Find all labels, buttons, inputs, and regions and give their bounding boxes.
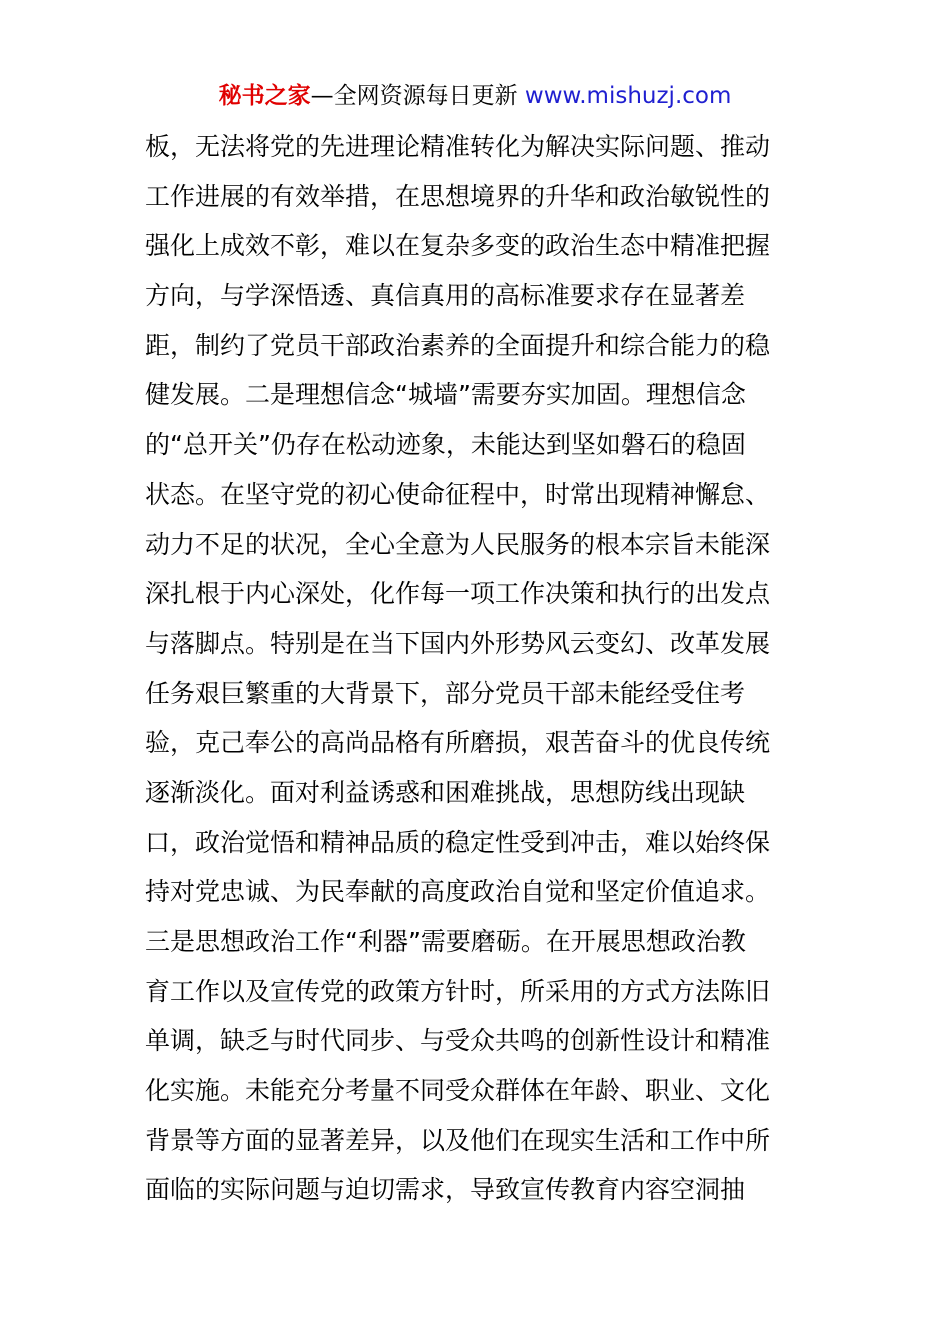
body-line: 与落脚点。特别是在当下国内外形势风云变幻、改革发展 [145, 628, 771, 658]
body-line: 深扎根于内心深处，化作每一项工作决策和执行的出发点 [145, 579, 771, 609]
body-line: 面临的实际问题与迫切需求，导致宣传教育内容空洞抽 [145, 1175, 746, 1205]
body-line: 状态。在坚守党的初心使命征程中，时常出现精神懈怠、 [145, 479, 771, 509]
body-line: 口，政治觉悟和精神品质的稳定性受到冲击，难以始终保 [145, 827, 771, 857]
site-url-link[interactable]: www.mishuzj.com [524, 83, 732, 109]
body-line: 动力不足的状况，全心全意为人民服务的根本宗旨未能深 [145, 529, 771, 559]
body-line: 逐渐淡化。面对利益诱惑和困难挑战，思想防线出现缺 [145, 777, 746, 807]
body-line: 育工作以及宣传党的政策方针时，所采用的方式方法陈旧 [145, 976, 771, 1006]
body-line: 验，克己奉公的高尚品格有所磨损，艰苦奋斗的优良传统 [145, 728, 771, 758]
body-line: 强化上成效不彰，难以在复杂多变的政治生态中精准把握 [145, 231, 771, 261]
body-line: 三是思想政治工作“利器”需要磨砺。在开展思想政治教 [145, 927, 746, 956]
body-line: 任务艰巨繁重的大背景下，部分党员干部未能经受住考 [145, 678, 746, 708]
body-line: 距，制约了党员干部政治素养的全面提升和综合能力的稳 [145, 330, 771, 360]
body-line: 的“总开关”仍存在松动迹象，未能达到坚如磐石的稳固 [145, 430, 746, 460]
body-line: 板，无法将党的先进理论精准转化为解决实际问题、推动 [145, 132, 771, 161]
body-line: 工作进展的有效举措，在思想境界的升华和政治敏锐性的 [145, 181, 771, 211]
body-line: 单调，缺乏与时代同步、与受众共鸣的创新性设计和精准 [145, 1026, 771, 1056]
document-body [145, 122, 810, 1215]
body-line: 持对党忠诚、为民奉献的高度政治自觉和坚定价值追求。 [145, 877, 771, 907]
header-tagline: —全网资源每日更新 [310, 83, 525, 109]
page-header [0, 80, 950, 112]
body-line: 背景等方面的显著差异，以及他们在现实生活和工作中所 [145, 1125, 771, 1155]
body-line: 健发展。二是理想信念“城墙”需要夯实加固。理想信念 [145, 380, 746, 410]
body-line: 方向，与学深悟透、真信真用的高标准要求存在显著差 [145, 281, 746, 311]
brand-name: 秘书之家 [218, 83, 311, 109]
body-line: 化实施。未能充分考量不同受众群体在年龄、职业、文化 [145, 1076, 771, 1106]
